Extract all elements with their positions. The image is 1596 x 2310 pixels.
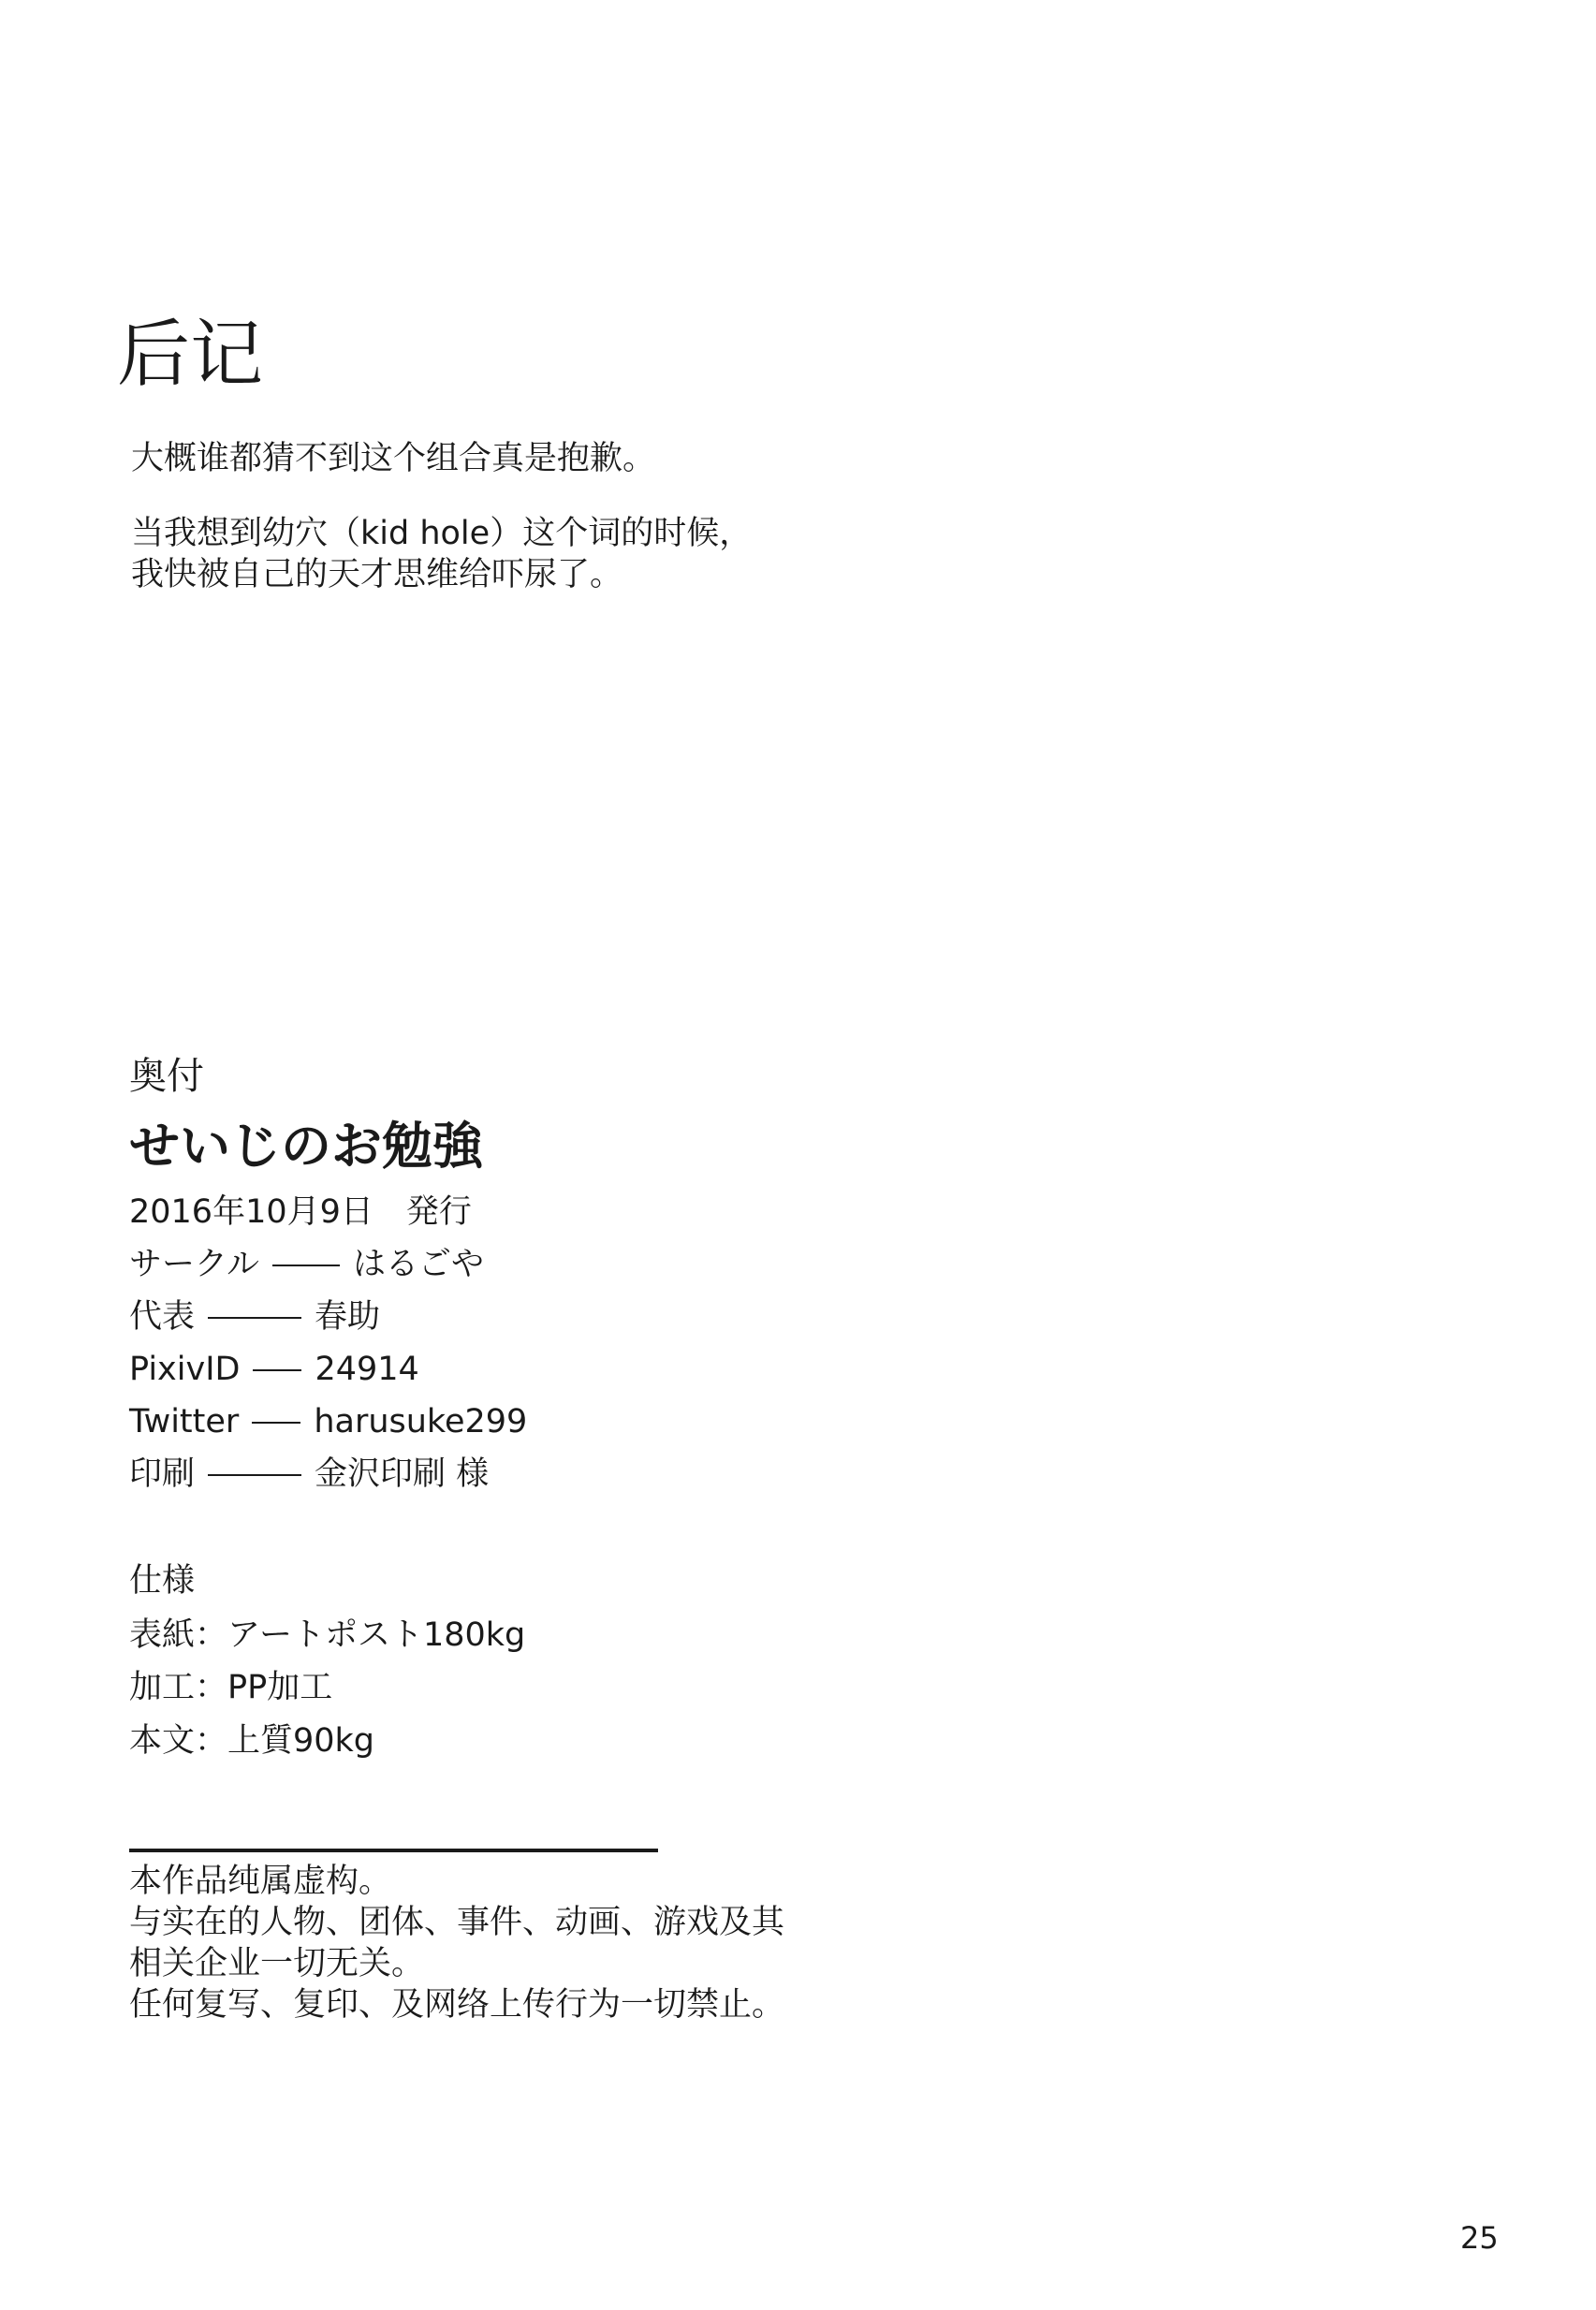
representative-label: 代表	[129, 1298, 196, 1336]
printing-line	[129, 1455, 490, 1493]
divider-rule	[129, 1849, 658, 1852]
circle-value: はるごや	[352, 1246, 484, 1283]
twitter-label: Twitter	[129, 1403, 240, 1440]
twitter-line	[129, 1403, 528, 1440]
printing-label: 印刷	[129, 1455, 196, 1493]
spec-processing: 加工：PP加工	[129, 1669, 333, 1706]
colophon-heading: 奥付	[129, 1055, 204, 1098]
book-title: せいじのお勉強	[129, 1117, 483, 1176]
afterword-line-1: 大概谁都猜不到这个组合真是抱歉。	[131, 440, 656, 477]
circle-line	[129, 1246, 484, 1283]
representative-line	[129, 1298, 381, 1336]
pixiv-line	[129, 1353, 419, 1386]
afterword-title: 后记	[117, 313, 264, 397]
printing-value: 金沢印刷 様	[315, 1455, 490, 1493]
circle-label: サークル	[129, 1246, 259, 1283]
dash-separator	[272, 1265, 340, 1266]
disclaimer-line-2: 与实在的人物、团体、事件、动画、游戏及其	[129, 1904, 785, 1941]
twitter-value: harusuke299	[314, 1403, 528, 1440]
disclaimer-line-4: 任何复写、复印、及网络上传行为一切禁止。	[129, 1986, 785, 2024]
publication-date: 2016年10月9日 発行	[129, 1193, 472, 1231]
specs-heading: 仕様	[129, 1562, 196, 1600]
spec-cover: 表紙：アートポスト180kg	[129, 1616, 526, 1654]
disclaimer-line-1: 本作品纯属虚构。	[129, 1863, 392, 1900]
dash-separator	[252, 1422, 300, 1424]
disclaimer-line-3: 相关企业一切无关。	[129, 1945, 425, 1982]
afterword-line-2: 当我想到幼穴（kid hole）这个词的时候，	[131, 515, 753, 552]
afterword-line-3: 我快被自己的天才思维给吓尿了。	[131, 556, 623, 593]
dash-separator	[208, 1474, 301, 1476]
spec-body: 本文：上質90kg	[129, 1722, 375, 1760]
pixiv-value: 24914	[315, 1351, 419, 1388]
dash-separator	[253, 1369, 301, 1371]
dash-separator	[208, 1317, 301, 1319]
representative-value: 春助	[315, 1298, 381, 1336]
pixiv-label: PixivID	[129, 1351, 241, 1388]
page-number: 25	[1460, 2220, 1499, 2256]
